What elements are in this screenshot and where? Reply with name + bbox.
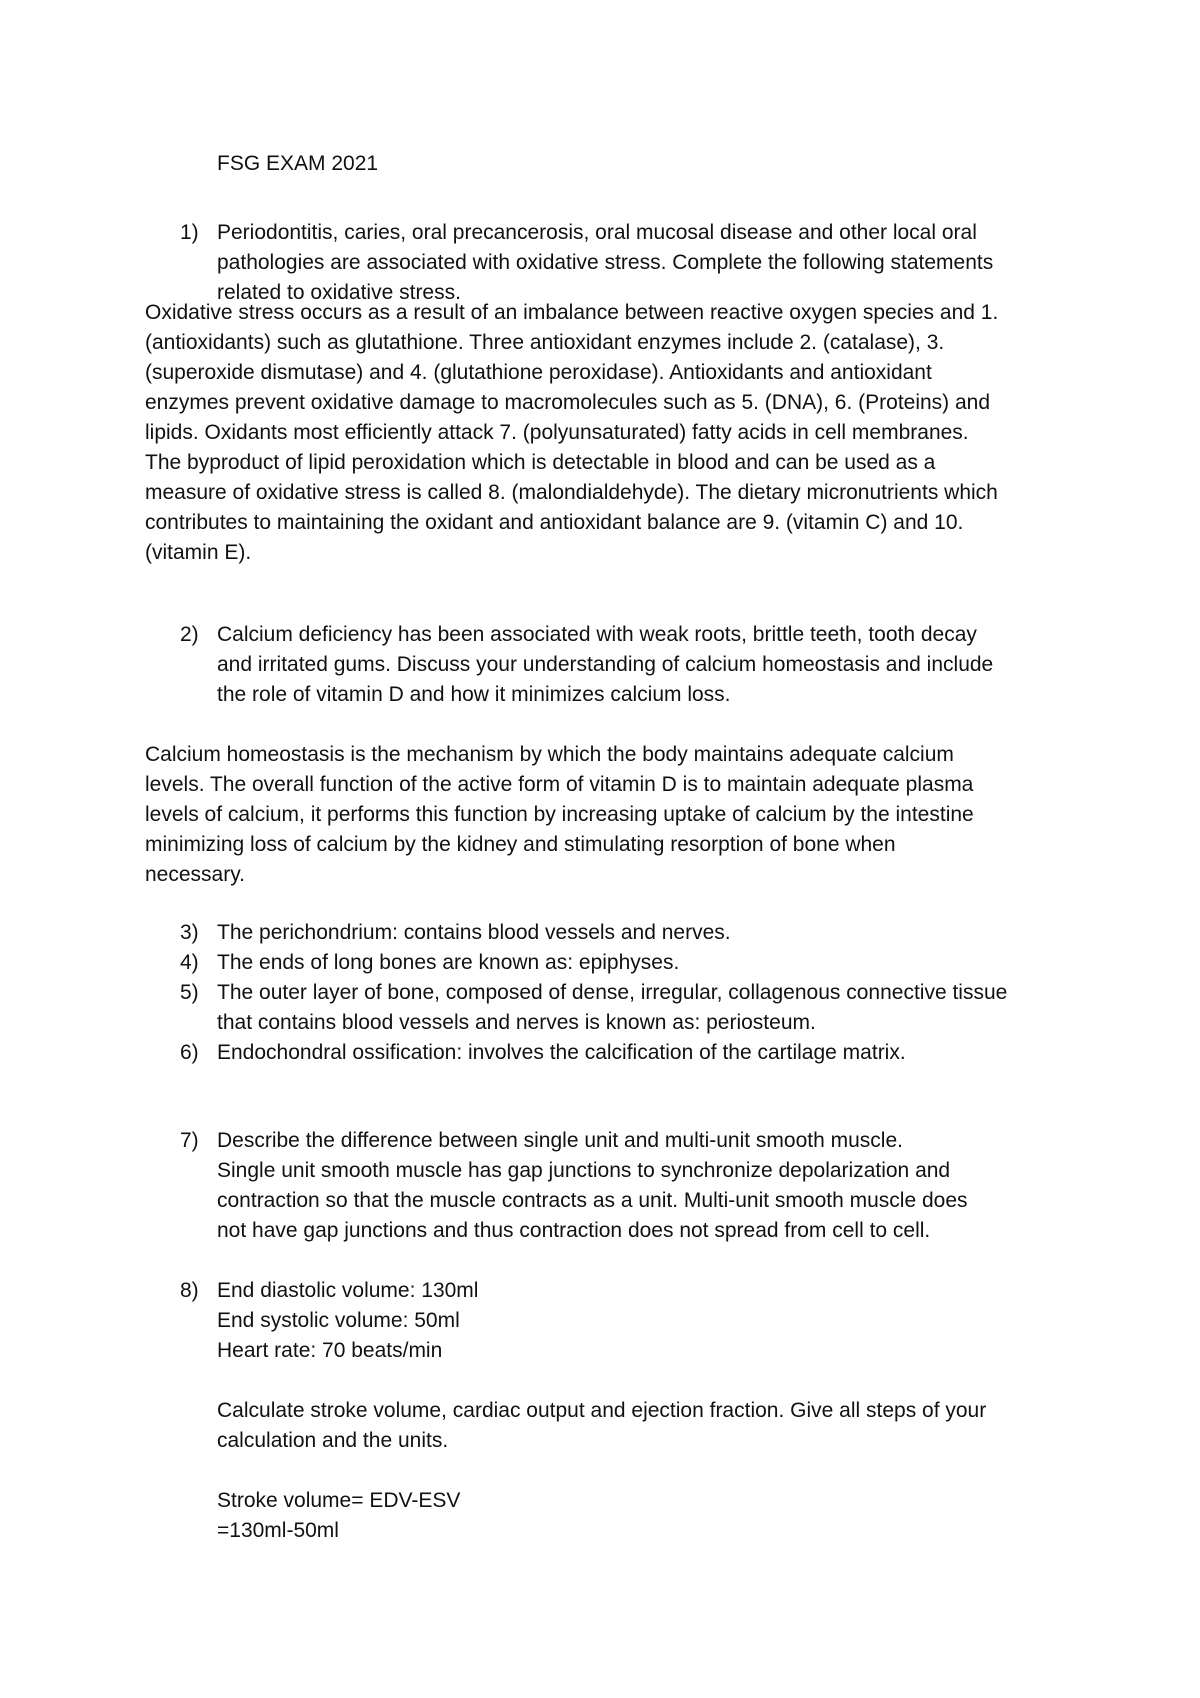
answer-text-line: measure of oxidative stress is called 8. (malondialdehyde). The dietary micronutrients which (145, 481, 998, 504)
answer-text-line: (superoxide dismutase) and 4. (glutathione peroxidase). Antioxidants and antioxidant (145, 361, 932, 384)
answer-text-line: lipids. Oxidants most efficiently attack 7. (polyunsaturated) fatty acids in cell membranes. (145, 421, 969, 444)
given-value-line: End systolic volume: 50ml (217, 1309, 460, 1332)
question-text-line: that contains blood vessels and nerves is known as: periosteum. (217, 1011, 816, 1034)
question-number: 8) (180, 1279, 199, 1302)
question-8 (180, 1276, 1080, 1366)
question-5 (180, 978, 1080, 1038)
answer-text-line: (antioxidants) such as glutathione. Three antioxidant enzymes include 2. (catalase), 3. (145, 331, 945, 354)
given-value-line: Heart rate: 70 beats/min (217, 1339, 443, 1362)
question-text-line: Periodontitis, caries, oral precancerosis, oral mucosal disease and other local oral (217, 221, 977, 244)
question-8-instruction (217, 1396, 1097, 1456)
question-6 (180, 1038, 1080, 1068)
question-text-line: the role of vitamin D and how it minimizes calcium loss. (217, 683, 731, 706)
answer-1 (145, 298, 1105, 568)
question-text-line: Describe the difference between single unit and multi-unit smooth muscle. (217, 1129, 903, 1152)
answer-text-line: The byproduct of lipid peroxidation which is detectable in blood and can be used as a (145, 451, 936, 474)
question-number: 3) (180, 921, 199, 944)
question-number: 6) (180, 1041, 199, 1064)
question-3 (180, 918, 1080, 948)
answer-text-line: Single unit smooth muscle has gap junctions to synchronize depolarization and (217, 1159, 951, 1182)
question-text-line: The perichondrium: contains blood vessels and nerves. (217, 921, 731, 944)
question-text-line: The ends of long bones are known as: epiphyses. (217, 951, 680, 974)
answer-text-line: contributes to maintaining the oxidant and antioxidant balance are 9. (vitamin C) and 10. (145, 511, 964, 534)
calculation-line: =130ml-50ml (217, 1519, 339, 1542)
question-number: 1) (180, 221, 199, 244)
question-text-line: and irritated gums. Discuss your understanding of calcium homeostasis and include (217, 653, 994, 676)
answer-text-line: enzymes prevent oxidative damage to macromolecules such as 5. (DNA), 6. (Proteins) and (145, 391, 991, 414)
document-title: FSG EXAM 2021 (217, 152, 379, 175)
question-text-line: pathologies are associated with oxidative stress. Complete the following statements (217, 251, 994, 274)
calculation-line: Stroke volume= EDV-ESV (217, 1489, 461, 1512)
question-1 (180, 218, 1080, 308)
question-number: 7) (180, 1129, 199, 1152)
answer-text-line: Oxidative stress occurs as a result of an imbalance between reactive oxygen species and 1. (145, 301, 999, 324)
question-text-line: Endochondral ossification: involves the calcification of the cartilage matrix. (217, 1041, 906, 1064)
answer-text-line: not have gap junctions and thus contraction does not spread from cell to cell. (217, 1219, 931, 1242)
question-number: 4) (180, 951, 199, 974)
question-text-line: Calcium deficiency has been associated with weak roots, brittle teeth, tooth decay (217, 623, 977, 646)
question-2 (180, 620, 1080, 710)
question-text-line: related to oxidative stress. (217, 281, 461, 304)
answer-2 (145, 740, 1105, 890)
answer-text-line: minimizing loss of calcium by the kidney and stimulating resorption of bone when (145, 833, 896, 856)
question-text-line: The outer layer of bone, composed of dense, irregular, collagenous connective tissue (217, 981, 1008, 1004)
question-number: 2) (180, 623, 199, 646)
question-number: 5) (180, 981, 199, 1004)
given-value-line: End diastolic volume: 130ml (217, 1279, 479, 1302)
question-text-line: calculation and the units. (217, 1429, 449, 1452)
answer-text-line: levels. The overall function of the active form of vitamin D is to maintain adequate plasma (145, 773, 974, 796)
answer-text-line: Calcium homeostasis is the mechanism by which the body maintains adequate calcium (145, 743, 954, 766)
question-4 (180, 948, 1080, 978)
answer-text-line: levels of calcium, it performs this function by increasing uptake of calcium by the intestine (145, 803, 974, 826)
answer-text-line: necessary. (145, 863, 245, 886)
answer-text-line: contraction so that the muscle contracts as a unit. Multi-unit smooth muscle does (217, 1189, 968, 1212)
question-text-line: Calculate stroke volume, cardiac output and ejection fraction. Give all steps of your (217, 1399, 987, 1422)
question-7 (180, 1126, 1080, 1246)
answer-text-line: (vitamin E). (145, 541, 252, 564)
question-8-work (217, 1486, 1097, 1546)
